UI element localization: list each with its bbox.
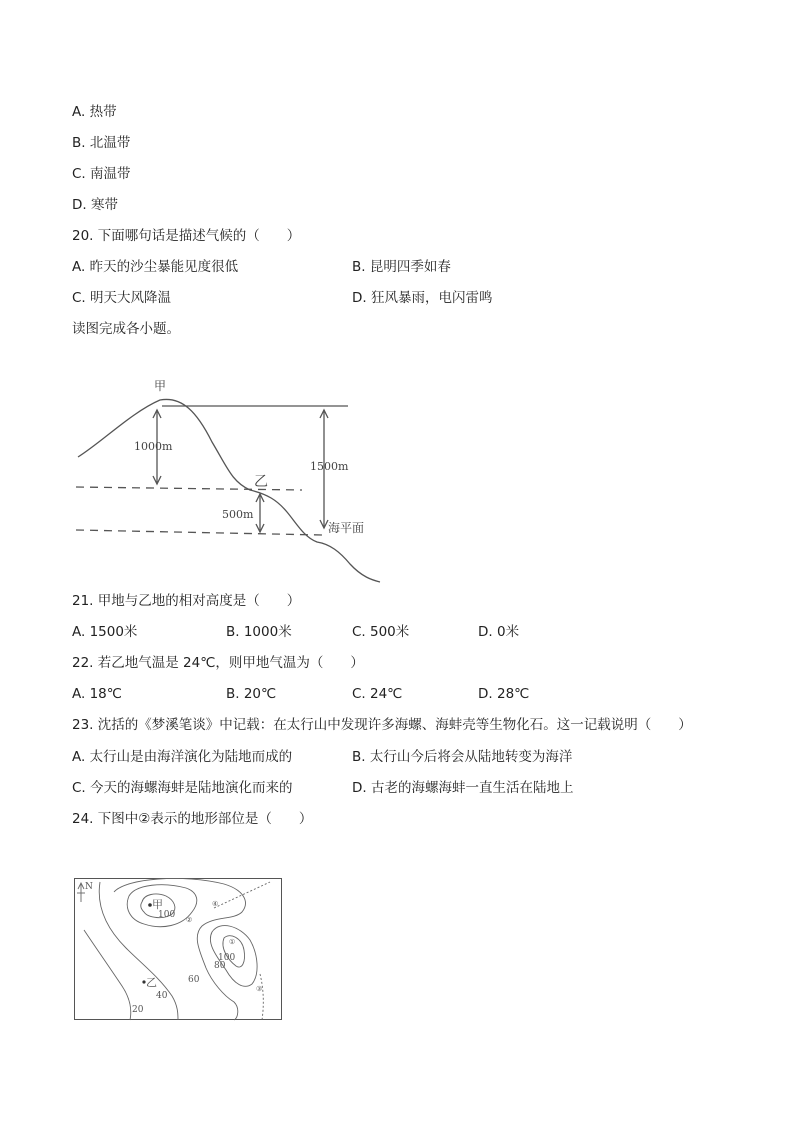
contour-label-100-east: 100 xyxy=(218,953,236,963)
q24-stem: 24. 下图中②表示的地形部位是（ ） xyxy=(72,811,313,827)
q23-option-a: A. 太行山是由海洋演化为陆地而成的 xyxy=(72,749,293,765)
q22-option-c: C. 24℃ xyxy=(352,686,403,702)
marker-2: ② xyxy=(186,916,193,924)
q22-option-d: D. 28℃ xyxy=(478,686,530,702)
marker-3: ③ xyxy=(256,985,263,993)
q19-option-b: B. 北温带 xyxy=(72,135,131,151)
q21-option-a: A. 1500米 xyxy=(72,624,138,640)
yi-label: 乙 xyxy=(146,976,157,989)
q19-option-a: A. 热带 xyxy=(72,104,117,120)
contour-label-80: 80 xyxy=(214,961,226,971)
contour-label-20: 20 xyxy=(132,1005,144,1015)
contour-20 xyxy=(84,930,131,1020)
terrain-curve xyxy=(78,399,380,582)
q21-stem: 21. 甲地与乙地的相对高度是（ ） xyxy=(72,593,301,609)
q20-option-c: C. 明天大风降温 xyxy=(72,290,172,306)
contour-label-100-west: 100 xyxy=(158,910,176,920)
point-b-level-line xyxy=(76,487,302,490)
sea-level-label: 海平面 xyxy=(328,521,365,535)
q21-option-b: B. 1000米 xyxy=(226,624,292,640)
q19-option-c: C. 南温带 xyxy=(72,166,131,182)
jia-label: 甲 xyxy=(152,898,163,911)
north-label: N xyxy=(85,882,93,892)
height-500-label: 500m xyxy=(222,508,254,521)
contour-60 xyxy=(114,878,245,1020)
contour-label-40: 40 xyxy=(156,991,168,1001)
q20-option-b: B. 昆明四季如春 xyxy=(352,259,451,275)
q23-stem: 23. 沈括的《梦溪笔谈》中记载：在太行山中发现许多海螺、海蚌壳等生物化石。这一记载说明（ ） xyxy=(72,717,692,733)
marker-1: ① xyxy=(229,938,236,946)
elevation-profile-figure xyxy=(72,372,390,584)
q20-option-d: D. 狂风暴雨，电闪雷鸣 xyxy=(352,290,493,306)
q22-option-a: A. 18℃ xyxy=(72,686,122,702)
contour-map-figure xyxy=(74,878,284,1022)
q22-option-b: B. 20℃ xyxy=(226,686,277,702)
sea-level-line xyxy=(76,530,322,535)
q21-option-c: C. 500米 xyxy=(352,624,410,640)
q22-stem: 22. 若乙地气温是 24℃，则甲地气温为（ ） xyxy=(72,655,364,671)
point-b-label: 乙 xyxy=(254,474,268,490)
height-1000-label: 1000m xyxy=(134,440,173,453)
marker-4: ④ xyxy=(212,900,219,908)
height-1500-label: 1500m xyxy=(310,460,349,473)
q23-option-b: B. 太行山今后将会从陆地转变为海洋 xyxy=(352,749,573,765)
q23-option-d: D. 古老的海螺海蚌一直生活在陆地上 xyxy=(352,780,574,796)
peak-label: 甲 xyxy=(154,379,167,393)
q23-option-c: C. 今天的海螺海蚌是陆地演化而来的 xyxy=(72,780,293,796)
q20-stem: 20. 下面哪句话是描述气候的（ ） xyxy=(72,228,301,244)
contour-label-60: 60 xyxy=(188,975,200,985)
intro-text: 读图完成各小题。 xyxy=(72,321,180,337)
q21-option-d: D. 0米 xyxy=(478,624,520,640)
q20-option-a: A. 昨天的沙尘暴能见度很低 xyxy=(72,259,239,275)
q19-option-d: D. 寒带 xyxy=(72,197,118,213)
